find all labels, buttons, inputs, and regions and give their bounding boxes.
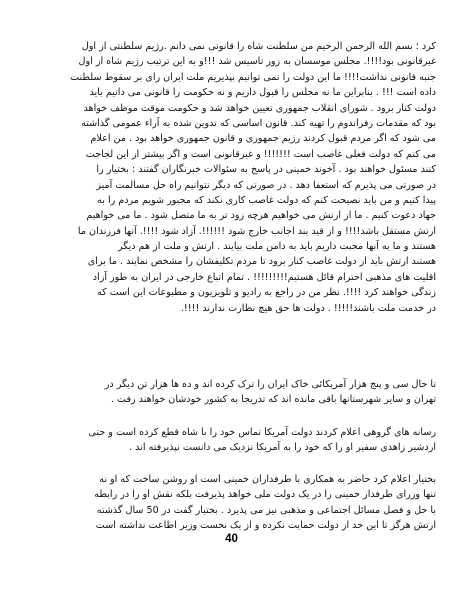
text-line: داده است !!! . بنابراین ما نه مجلس را قبول داریم و نه حکومت را قانونی می دانیم باید bbox=[89, 87, 436, 99]
text-line: اردشیر زاهدی سفیر او را که خود را به آمریکا نزدیک می دانست نپذیرفته اند . bbox=[129, 442, 436, 454]
text-line: کرد ؛ بسم الله الرحمن الرحیم من سلطنت شاه را قانونی نمی دانم .رژیم سلطنتی از اول bbox=[81, 41, 436, 52]
text-line: می کنم که دولت فعلی غاصب است !!!!!!! و غیرقانونی است و اگر بیشتر از این لجاجت bbox=[85, 148, 436, 160]
text-line: در خدمت ملت باشند!!!!! . دولت ها حق هیچ نظارت ندارند !!!!. bbox=[180, 302, 436, 314]
text-line: ارتش مستقل باشد!!!! و از قید بند اجانب خارج شود !!!!!!. آزاد شود !!!!. آنها فرزندان ما bbox=[77, 225, 436, 237]
text-line: تنها وزرای طرفدار خمینی را در یک دولت ملی خواهد پذیرفت بلکه نقش او را در رابطه bbox=[94, 489, 436, 501]
page-number: 40 bbox=[225, 533, 238, 545]
text-line: بود که مقدمات رفراندوم را تهیه کند. قانون اساسی که تدوین شده به آراء عمومی گذاشته bbox=[81, 117, 436, 129]
text-line: اقلیت های مذهبی احترام قائل هستیم!!!!!!!!! . تمام اتباع خارجی در ایران به طور آزاد bbox=[92, 271, 436, 283]
text-line: می شود که اگر مردم قبول کردند رژیم جمهوری و قانون جمهوری خواهد بود . من اعلام bbox=[90, 133, 436, 145]
text-line: زندگی خواهند کرد !!!!. نظر من در راجع به رادیو و تلویزیون و مطبوعات این است که bbox=[96, 287, 436, 299]
text-line: تهران و سایر شهرستانها باقی مانده اند که تدریجا به کشور خودشان خواهند رفت . bbox=[110, 394, 436, 406]
text-line: غیرقانونی بود!!!!. مجلس موسسان به زور تاسیس شد !!!و به این ترتیب رژیم شاه از اول bbox=[78, 56, 436, 68]
paragraph-1 bbox=[36, 39, 436, 316]
text-line: رسانه های گروهی اعلام کردند دولت آمریکا تماس خود را با شاه قطع کرده است و حتی bbox=[88, 427, 436, 438]
paragraph-2 bbox=[36, 377, 436, 408]
text-line: جهاد دعوت کنیم . ما از ارتش می خواهیم هرچه زود تر به ما متصل شود . ما می خواهیم bbox=[86, 210, 436, 222]
text-line: دولت کنار برود . شورای انقلاب جمهوری تعیین خواهد شد و حکومت موقت موظف خواهد bbox=[83, 102, 436, 114]
text-line: جنبه قانونی نداشت!!!! ما این دولت را نمی توانیم بپذیریم ملت ایران رای بر سقوط سلطنت bbox=[70, 71, 436, 83]
text-line: با حل و فصل مسائل اجتماعی و مذهبی نیز می پذیرد . بختیار گفت در 50 سال گذشته bbox=[96, 504, 436, 516]
text-line: پیدا کنیم و من باید نصیحت کنم که دولت غاصب کاری نکند که مجبور شویم مردم را به bbox=[97, 194, 436, 206]
text-line: هستند و ما به آنها محبت داریم باید به دامن ملت بیایند . ارتش و ملت از هم دیگر bbox=[117, 241, 436, 253]
paragraph-4 bbox=[36, 472, 436, 534]
text-line: بختیار اعلام کرد حاضر به همکاری با طرفداران خمینی است او روشن ساخت که او نه bbox=[99, 474, 436, 485]
text-line: تا حال سی و پنج هزار آمریکائی خاک ایران را ترک کرده اند و ده ها هزار تن دیگر در bbox=[104, 379, 436, 390]
text-line: کنند مسئول خواهند بود . آخوند خمینی در پاسخ به سئوالات خبرنگاران گفتند : بختیار را bbox=[96, 164, 436, 176]
text-line: در صورتی می پذیرم که استعفا دهد . در صورتی که دیگر نتوانیم راه حل مسالمت آمیز bbox=[96, 179, 436, 191]
paragraph-3 bbox=[36, 425, 436, 456]
text-line: ارتش هرگز تا این حد از دولت حمایت نکرده و از یک نخست وزیر اطاعت نداشته است bbox=[95, 520, 436, 532]
text-line: هستند ارتش باید از دولت غاصب کنار برود تا مردم تکلیفشان را مشخص نمایند . ما برای bbox=[87, 256, 436, 268]
